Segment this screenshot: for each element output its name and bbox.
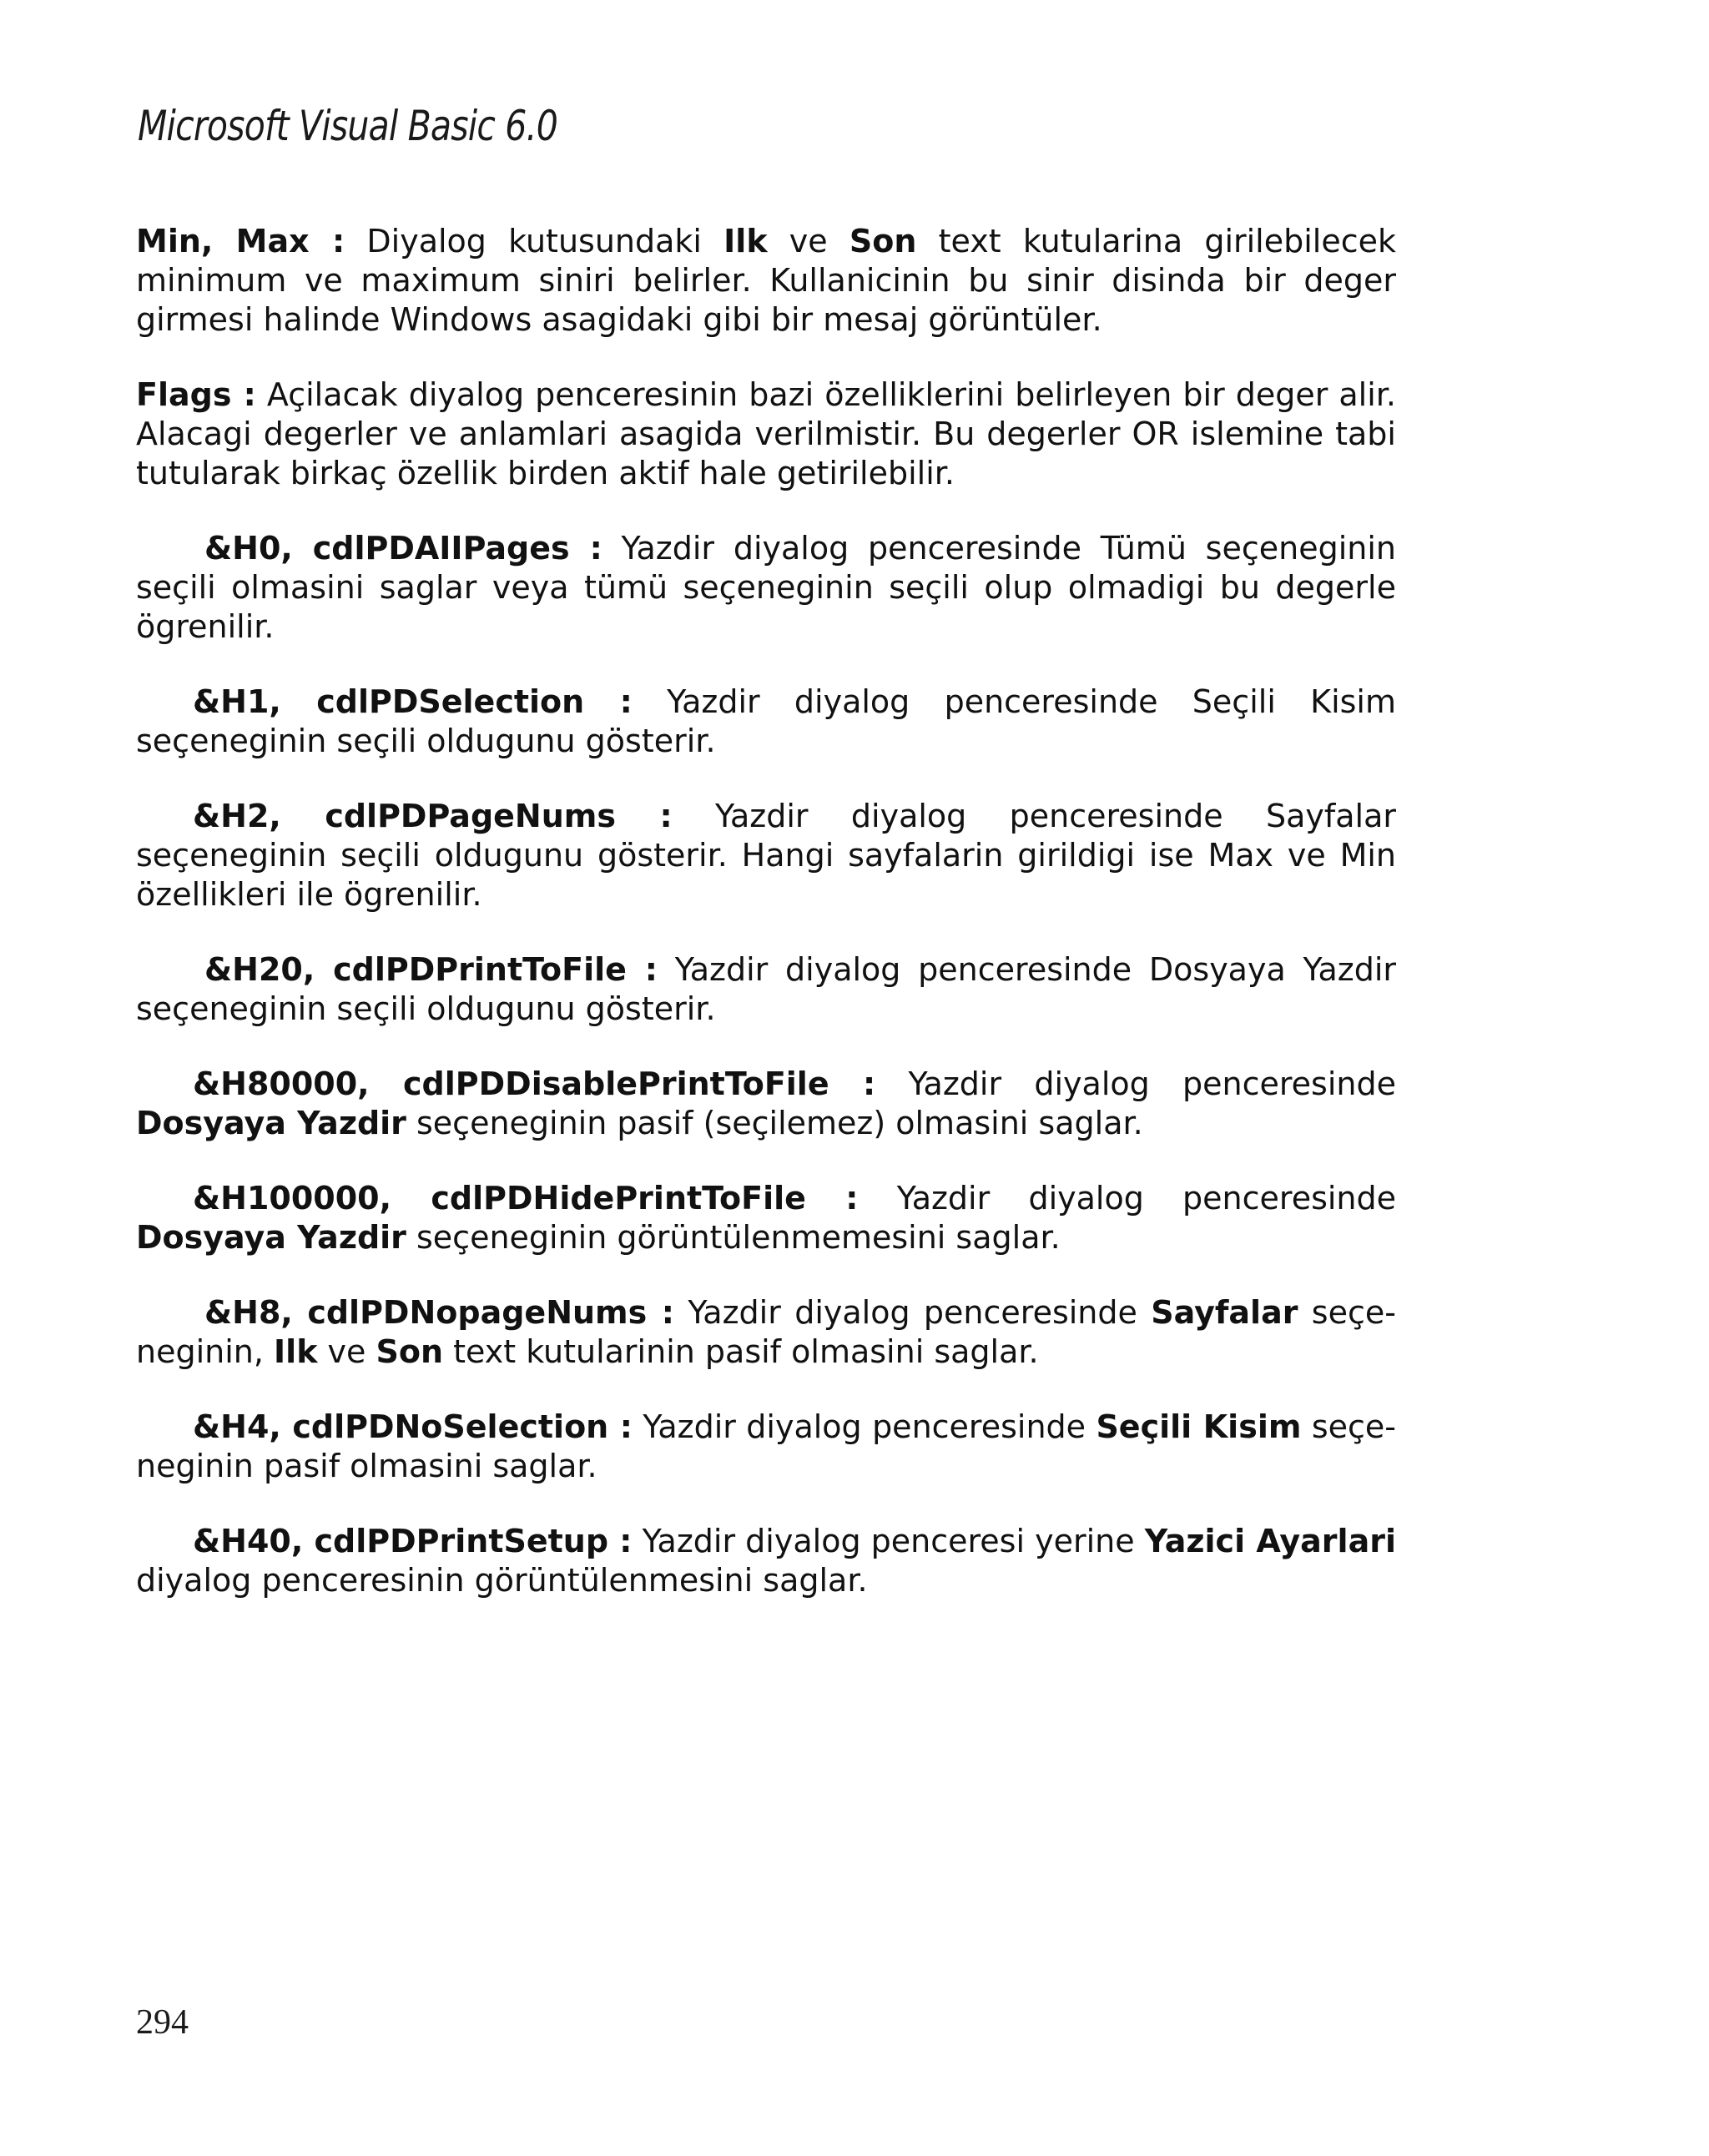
emphasis-text: Son [849, 223, 917, 259]
emphasis-text: Ilk [274, 1333, 318, 1370]
definition-term: &H100000, cdlPDHidePrintToFile : [193, 1180, 859, 1217]
definition-text: Yazdir diyalog penceresinde Sayfalar seçeneginin seçili oldugunu gösterir. Hangi sayfalarin girildigi ise Max ve Min özellikleri ile ögrenilir. [136, 798, 1396, 913]
definition-text: Yazdir diyalog penceresinde Seçili Kisim seçeneginin seçili oldugunu gösterir. [136, 683, 1397, 759]
definition-text: text kutularinin pasif olmasini saglar. [443, 1333, 1039, 1370]
page-body [136, 222, 1396, 1636]
definition-paragraph [136, 529, 1396, 647]
definition-text: seçeneginin pasif (seçilemez) olmasini saglar. [406, 1105, 1143, 1141]
definition-paragraph [136, 950, 1396, 1029]
definition-paragraph [136, 375, 1396, 493]
definition-paragraph [136, 1408, 1396, 1486]
definition-text: Açilacak diyalog penceresinin bazi özelliklerini belirleyen bir deger alir. Alacagi degerler ve anlamlari asagida verilmistir. Bu degerler OR islemine tabi tutularak birkaç özellik birden aktif hale getirilebilir. [136, 376, 1396, 491]
definition-text: Diyalog kutusundaki [345, 223, 724, 259]
definition-paragraph [136, 1065, 1396, 1143]
definition-paragraph [136, 222, 1396, 340]
definition-term: &H4, cdlPDNoSelection : [193, 1408, 633, 1445]
definition-text: ve [317, 1333, 376, 1370]
definition-term: &H1, cdlPDSelection : [193, 683, 633, 720]
definition-text: text kutularina girilebilecek minimum ve maximum siniri belirler. Kullanicinin bu sinir disinda bir deger girmesi halinde Windows asagidaki gibi bir mesaj görüntüler. [136, 223, 1397, 338]
definition-text: Yazdir diyalog penceresi yerine [632, 1523, 1145, 1559]
running-header: Microsoft Visual Basic 6.0 [138, 102, 558, 150]
definition-text: Yazdir diyalog penceresinde [875, 1065, 1396, 1102]
definition-paragraph [136, 1179, 1396, 1257]
page-number: 294 [136, 2003, 189, 2042]
definition-term: &H20, cdlPDPrintToFile : [204, 951, 658, 988]
definition-term: &H2, cdlPDPageNums : [193, 798, 673, 834]
emphasis-text: Son [376, 1333, 444, 1370]
definition-term: &H80000, cdlPDDisablePrintToFile : [193, 1065, 876, 1102]
definition-term: Min, Max : [136, 223, 345, 259]
definition-text: seçeneginin görüntülenmemesini saglar. [406, 1219, 1061, 1256]
definition-text: ve [767, 223, 849, 259]
emphasis-text: Sayfalar [1151, 1294, 1298, 1331]
emphasis-text: Dosyaya Yazdir [136, 1219, 406, 1256]
definition-text: Yazdir diyalog penceresinde [673, 1294, 1152, 1331]
definition-term: Flags : [136, 376, 256, 413]
definition-text: Yazdir diyalog penceresinde [858, 1180, 1397, 1217]
definition-text: seçe-neginin pasif olmasini saglar. [136, 1408, 1396, 1484]
definition-term: &H40, cdlPDPrintSetup : [193, 1523, 633, 1559]
emphasis-text: Yazici Ayarlari [1144, 1523, 1396, 1559]
definition-paragraph [136, 1293, 1396, 1372]
definition-paragraph [136, 797, 1396, 914]
definition-term: &H8, cdlPDNopageNums : [204, 1294, 674, 1331]
definition-text: Yazdir diyalog penceresinde Dosyaya Yazdir seçeneginin seçili oldugunu gösterir. [136, 951, 1397, 1027]
emphasis-text: Seçili Kisim [1096, 1408, 1302, 1445]
definition-text: Yazdir diyalog penceresinde [632, 1408, 1096, 1445]
definition-text: Yazdir diyalog penceresinde Tümü seçeneginin seçili olmasini saglar veya tümü seçeneginin seçili olup olmadigi bu degerle ögrenilir. [136, 530, 1396, 645]
definition-term: &H0, cdlPDAIIPages : [204, 530, 602, 567]
emphasis-text: Dosyaya Yazdir [136, 1105, 406, 1141]
emphasis-text: Ilk [723, 223, 768, 259]
definition-paragraph [136, 683, 1396, 761]
definition-text: seçe-neginin, [136, 1294, 1396, 1370]
definition-paragraph [136, 1522, 1396, 1600]
definition-text: diyalog penceresinin görüntülenmesini saglar. [136, 1562, 868, 1599]
